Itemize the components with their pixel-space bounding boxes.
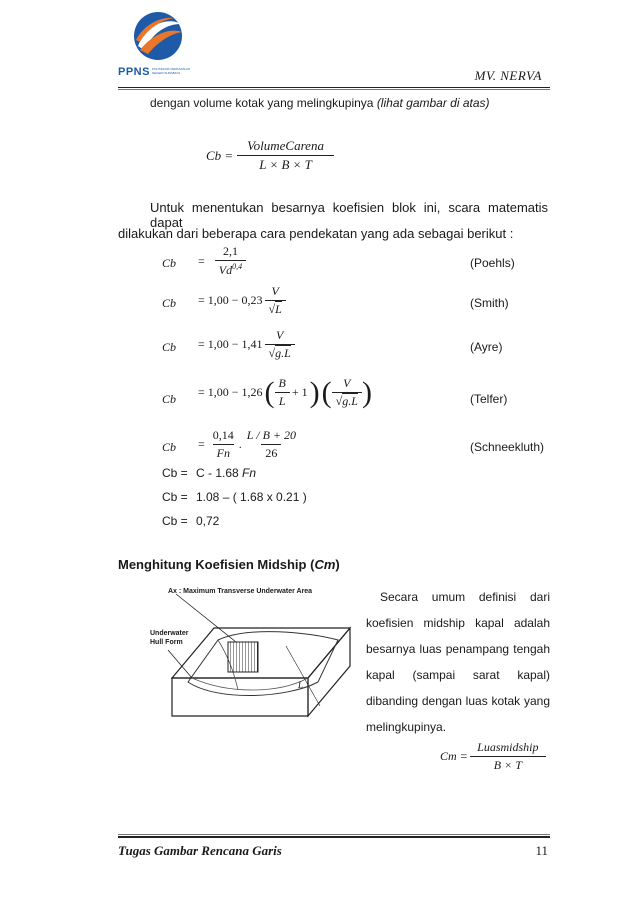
method-label-smith: Cb — [162, 296, 177, 310]
eq-poehls-den — [215, 260, 246, 278]
method-label-telfer: Cb — [162, 392, 177, 406]
eq-schneekluth-f1-den: Fn — [213, 444, 234, 461]
eq-smith — [198, 284, 286, 317]
footer-title: Tugas Gambar Rencana Garis — [118, 843, 282, 858]
calc-line-3 — [162, 514, 219, 528]
calc-line-1 — [162, 466, 256, 480]
eq-poehls-equals: = — [198, 253, 205, 268]
calc-line-2 — [162, 490, 307, 504]
formula-main-numerator: VolumeCarena — [247, 138, 324, 153]
calc-1-lhs: Cb = — [162, 466, 188, 480]
header-rule-thin — [118, 89, 550, 90]
eq-smith-den: √L — [265, 300, 286, 317]
eq-telfer: = 1,00 − 1,26 ( $\frac{B}{L}$ + 1 ) ( $\frac{V}{√g.L}$ ) — [198, 375, 372, 409]
footer-rule-thick — [118, 836, 550, 838]
footer-rule — [118, 834, 550, 835]
method-name-poehls: (Poehls) — [470, 256, 515, 270]
calc-3-lhs: Cb = — [162, 514, 188, 528]
eq-schneekluth-f1-num: 0,14 — [212, 428, 234, 442]
eq-ayre — [198, 328, 295, 361]
eq-telfer-plus: + 1 — [291, 385, 308, 399]
intro-text: dengan volume kotak yang melingkupinya — [150, 96, 377, 110]
calc-1-rhs: C - 1.68 — [196, 466, 243, 480]
eq-schneekluth-f2-den: 26 — [261, 444, 281, 461]
ppns-logo — [118, 10, 198, 82]
para1-line2: dilakukan dari beberapa cara pendekatan yang ada sebagai berikut : — [118, 226, 514, 241]
formula-main-denominator: L × B × T — [237, 155, 334, 173]
calc-2-rhs: 1.08 – ( 1.68 x 0.21 ) — [196, 490, 307, 504]
eq-telfer-p2-den-text: g.L — [342, 394, 358, 408]
eq-schneekluth-f2-num: L / B + 20 — [246, 428, 296, 442]
eq-poehls-num: 2,1 — [222, 244, 238, 258]
section-title — [118, 557, 340, 572]
formula-cm — [440, 740, 546, 773]
page-number: 11 — [535, 843, 548, 858]
eq-telfer-lhs: = 1,00 − 1,26 — [198, 385, 263, 399]
eq-ayre-lhs: = 1,00 − 1,41 — [198, 337, 263, 351]
para2-line-2: koefisien midship kapal adalah — [366, 616, 550, 630]
logo-subtext: POLITEKNIK PERKAPALAN NEGERI SURABAYA — [152, 67, 191, 75]
figure-caption-b2: Hull Form — [150, 639, 183, 646]
para2-line-6: melingkupinya. — [366, 720, 447, 734]
calc-2-lhs: Cb = — [162, 490, 188, 504]
formula-main — [206, 138, 334, 173]
eq-telfer-p2-den: √g.L — [332, 392, 362, 409]
formula-cm-den: B × T — [470, 756, 546, 773]
eq-ayre-den: √g.L — [265, 344, 295, 361]
eq-poehls-den-base: Vd — [218, 263, 233, 277]
method-label-schneekluth: Cb — [162, 440, 177, 454]
method-name-telfer: (Telfer) — [470, 392, 508, 406]
eq-telfer-p1-num: B — [278, 376, 286, 390]
eq-telfer-p1-den: L — [275, 392, 290, 409]
para1-line1: Untuk menentukan besarnya koefisien blok ini, scara matematis dapat — [150, 200, 548, 230]
method-name-schneekluth: (Schneekluth) — [470, 440, 545, 454]
eq-poehls-den-exp: 0,4 — [232, 262, 243, 271]
para2-line-4: kapal (sampai sarat kapal) — [366, 668, 550, 682]
formula-main-lhs: Cb = — [206, 147, 234, 163]
logo-text: PPNS — [118, 66, 150, 78]
method-name-smith: (Smith) — [470, 296, 509, 310]
method-label-poehls: Cb — [162, 256, 177, 270]
section-title-post: ) — [335, 557, 340, 572]
hull-diagram-icon — [158, 586, 358, 734]
section-title-italic: Cm — [314, 557, 336, 572]
eq-telfer-p2-num: V — [343, 376, 351, 390]
eq-schneekluth-equals: = — [198, 437, 205, 451]
figure-label-l: L — [298, 680, 304, 690]
intro-italic: (lihat gambar di atas) — [376, 96, 490, 110]
intro-line — [150, 96, 490, 110]
para2-line-5: dibanding dengan luas kotak yang — [366, 694, 550, 708]
para2-line-1: Secara umum definisi dari — [380, 590, 550, 604]
formula-cm-num: Luasmidship — [477, 740, 539, 754]
eq-ayre-den-text: g.L — [275, 346, 291, 360]
calc-3-rhs: 0,72 — [196, 514, 220, 528]
section-title-pre: Menghitung Koefisien Midship ( — [118, 557, 315, 572]
ppns-logo-icon — [118, 10, 198, 66]
eq-smith-lhs: = 1,00 − 0,23 — [198, 293, 263, 307]
method-label-ayre: Cb — [162, 340, 177, 354]
calc-1-rhs-italic: Fn — [242, 466, 257, 480]
method-name-ayre: (Ayre) — [470, 340, 503, 354]
doc-title: MV. NERVA — [474, 68, 542, 83]
midship-figure — [150, 586, 358, 734]
eq-schneekluth — [198, 428, 300, 461]
header-rule — [118, 87, 550, 88]
eq-ayre-num: V — [276, 328, 284, 342]
eq-schneekluth-dot: . — [238, 437, 242, 451]
formula-cm-lhs: Cm = — [440, 749, 468, 763]
figure-caption-b1: Underwater — [150, 630, 189, 637]
eq-smith-den-text: L — [275, 302, 282, 316]
eq-smith-num: V — [271, 284, 279, 298]
para2-line-3: besarnya luas penampang tengah — [366, 642, 550, 656]
figure-caption-a: Ax : Maximum Transverse Underwater Area — [168, 588, 313, 595]
eq-poehls — [198, 244, 246, 278]
